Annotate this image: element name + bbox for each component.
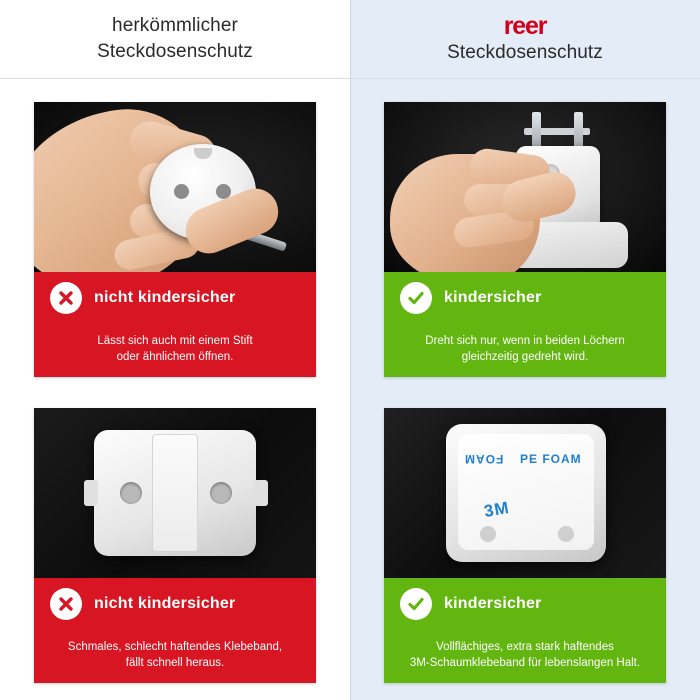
cross-icon xyxy=(50,282,82,314)
photo-hand-opening-cover xyxy=(34,102,316,272)
3m-logo: 3M xyxy=(482,497,511,522)
status-banner-childproof xyxy=(384,578,666,630)
column-reer xyxy=(350,0,700,700)
cover-tab xyxy=(84,480,98,506)
foam-tape-text-right: PE FOAM xyxy=(520,452,582,466)
status-banner-not-childproof xyxy=(34,272,316,324)
caption-line1: Dreht sich nur, wenn in beiden Löchern xyxy=(425,335,625,347)
cover-hole xyxy=(120,482,142,504)
caption-line1: Vollflächiges, extra stark haftendes xyxy=(436,641,614,653)
left-header xyxy=(0,0,350,78)
right-cards xyxy=(350,78,700,683)
photo-cover-back-narrow-tape xyxy=(34,408,316,578)
card-conventional-tape xyxy=(34,408,316,683)
cover-notch xyxy=(194,148,212,159)
caption-line2: oder ähnlichem öffnen. xyxy=(116,351,234,363)
caption-line1: Schmales, schlecht haftendes Klebeband, xyxy=(67,641,283,653)
cover-tab xyxy=(254,480,268,506)
card-reer-foam-tape xyxy=(384,408,666,683)
caption-line2: fällt schnell heraus. xyxy=(125,657,225,669)
card-reer-plug xyxy=(384,102,666,377)
status-label: kindersicher xyxy=(444,595,542,612)
card-caption xyxy=(384,630,666,683)
foam-tape-text-left: FOAM xyxy=(464,452,504,466)
photo-cover-back-foam-tape xyxy=(384,408,666,578)
card-conventional-open xyxy=(34,102,316,377)
right-header-line2: Steckdosenschutz xyxy=(447,41,603,63)
right-header xyxy=(350,0,700,78)
status-label: kindersicher xyxy=(444,289,542,306)
card-caption xyxy=(34,324,316,377)
status-banner-childproof xyxy=(384,272,666,324)
status-label: nicht kindersicher xyxy=(94,595,236,612)
cover-hole xyxy=(210,482,232,504)
left-header-line1: herkömmlicher xyxy=(112,15,238,36)
reer-logo: reer xyxy=(503,11,547,40)
left-header-line2: Steckdosenschutz xyxy=(97,41,253,62)
right-header-divider xyxy=(350,78,700,79)
caption-line1: Lässt sich auch mit einem Stift xyxy=(97,335,253,347)
card-caption xyxy=(384,324,666,377)
column-divider xyxy=(350,0,351,700)
adhesive-tape-strip xyxy=(152,434,198,552)
cover-hole xyxy=(480,526,496,542)
status-banner-not-childproof xyxy=(34,578,316,630)
status-label: nicht kindersicher xyxy=(94,289,236,306)
left-cards xyxy=(0,78,350,683)
cross-icon xyxy=(50,588,82,620)
cover-hole xyxy=(558,526,574,542)
check-icon xyxy=(400,282,432,314)
caption-line2: 3M-Schaumklebeband für lebenslangen Halt. xyxy=(409,657,641,669)
check-icon xyxy=(400,588,432,620)
photo-plug-inserted xyxy=(384,102,666,272)
card-caption xyxy=(34,630,316,683)
left-header-divider xyxy=(0,78,350,79)
caption-line2: gleichzeitig gedreht wird. xyxy=(461,351,589,363)
